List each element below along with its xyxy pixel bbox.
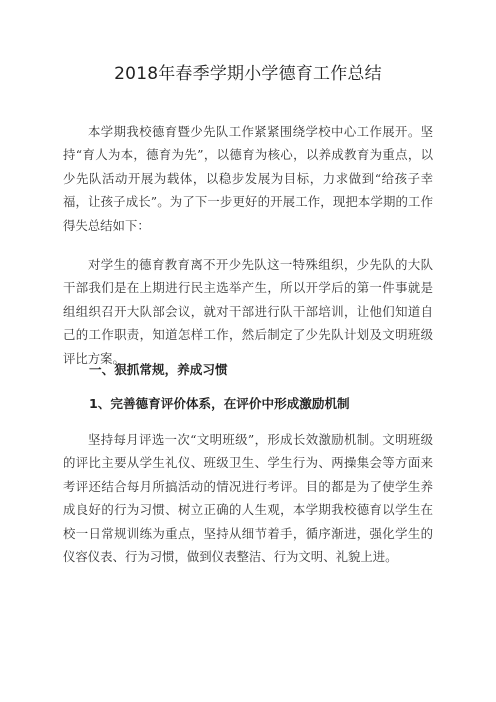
document-title: 2018年春季学期小学德育工作总结 [114,64,382,84]
subsection-paragraph: 坚持每月评选一次“文明班级”，形成长效激励机制。文明班级的评比主要从学生礼仪、班级卫生、学生行为、两操集会等方面来考评还结合每月所搞活动的情况进行考评。目的都是为了使学生养成良好的行为习惯、树立正确的人生观，本学期我校德育以学生在校一日常规训练为重点，坚持从细节着手，循序渐进，强化学生的仪容仪表、行为习惯，做到仪表整洁、行为文明、礼貌上进。 [63,432,433,565]
body-paragraph: 对学生的德育教育离不开少先队这一特殊组织，少先队的大队干部我们是在上期进行民主选举产生，所以开学后的第一件事就是组组织召开大队部会议，就对干部进行队干部培训，让他们知道自己的工作职责，知道怎样工作，然后制定了少先队计划及文明班级评比方案。 [63,257,433,366]
subsection-heading: 1、完善德育评价体系，在评价中形成激励机制 [89,396,350,411]
section-heading: 一、狠抓常规，养成习惯 [89,362,228,377]
intro-paragraph: 本学期我校德育暨少先队工作紧紧围绕学校中心工作展开。坚持“育人为本，德育为先”，以德育为核心，以养成教育为重点，以少先队活动开展为载体，以稳步发展为目标，力求做到“给孩子幸福，让孩子成长”。为了下一步更好的开展工作，现把本学期的工作得失总结如下： [63,124,433,233]
